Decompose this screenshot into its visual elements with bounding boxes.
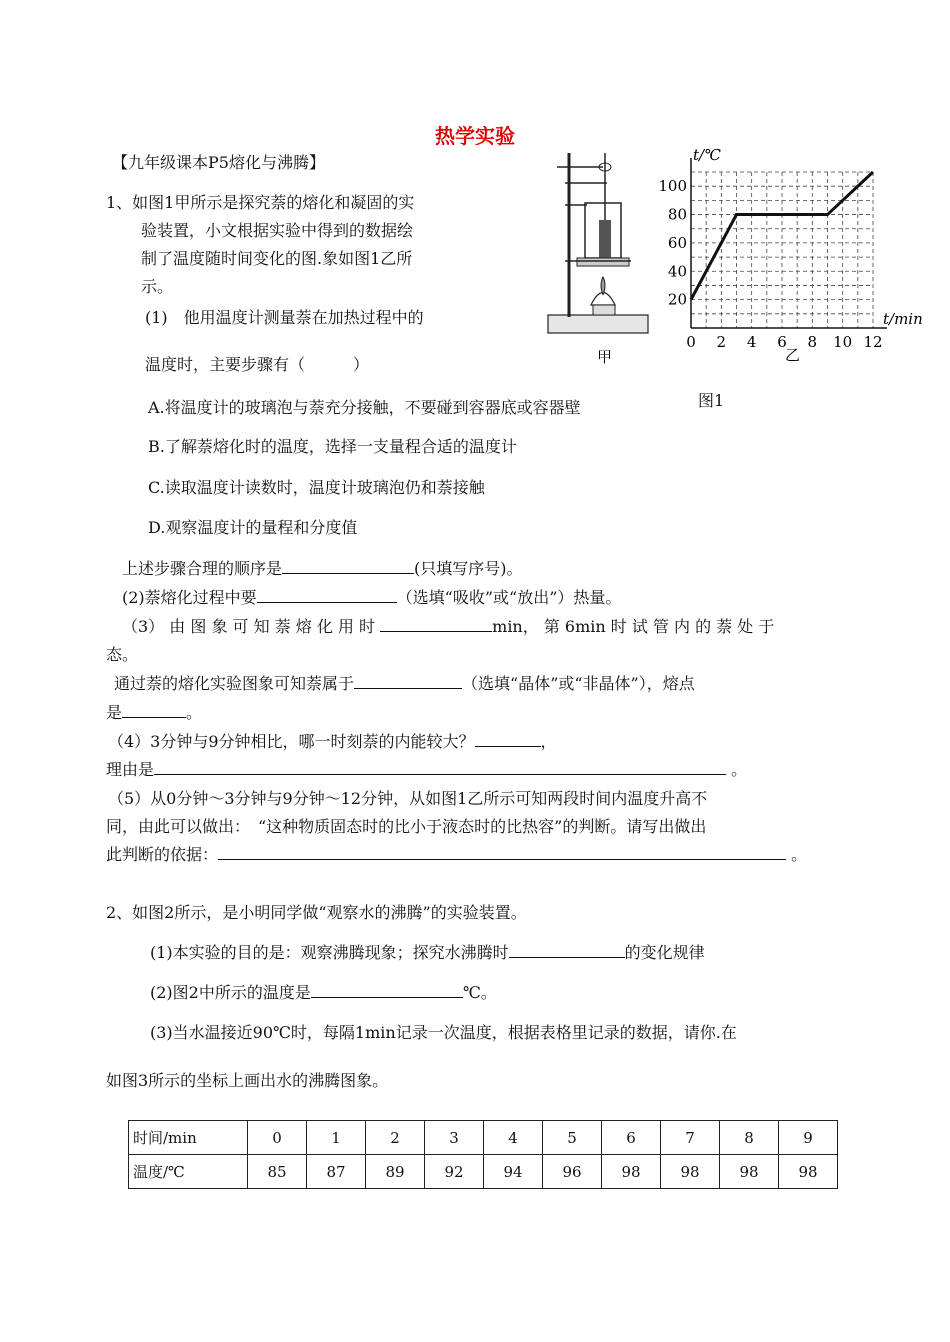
figure1-yi-label: 乙: [785, 346, 801, 364]
q1-part2-line: (2)萘熔化过程中要 （选填“吸收”或“放出”）热量。: [122, 588, 622, 607]
y-axis-label: t/℃: [693, 146, 721, 164]
section-heading: 【九年级课本P5熔化与沸腾】: [112, 153, 325, 172]
x-tick-label: 4: [746, 333, 757, 351]
table-cell: 85: [248, 1155, 307, 1189]
table-cell: 94: [484, 1155, 543, 1189]
q2-part3-line1: (3)当水温接近90℃时，每隔1min记录一次温度，根据表格里记录的数据，请你.在: [150, 1023, 737, 1042]
table-cell: 98: [720, 1155, 779, 1189]
q1-intro-line3: 制了温度随时间变化的图.象如图1乙所: [141, 249, 413, 268]
option-d: D.观察温度计的量程和分度值: [148, 518, 358, 537]
table-cell: 3: [425, 1121, 484, 1155]
option-a: A.将温度计的玻璃泡与萘充分接触，不要碰到容器底或容器壁: [148, 398, 581, 417]
q1-part1-line1: (1) 他用温度计测量萘在加热过程中的: [145, 308, 424, 327]
q1-part5-line2: 同，由此可以做出： “这种物质固态时的比小于液态时的比热容”的判断。请写出做出: [106, 817, 707, 836]
q1-intro-line4: 示。: [141, 277, 174, 296]
q1-part4-line2: 理由是 。: [106, 760, 748, 779]
table-cell: 89: [366, 1155, 425, 1189]
y-tick-label: 20: [667, 290, 687, 309]
table-row-temperature: [129, 1155, 838, 1189]
q1-part3b-line: 通过萘的熔化实验图象可知萘属于 （选填“晶体”或“非晶体”），熔点: [114, 674, 695, 693]
table-cell: 0: [248, 1121, 307, 1155]
q2-part2-line: (2)图2中所示的温度是 ℃。: [150, 983, 497, 1002]
q1-intro-line2: 验装置，小文根据实验中得到的数据绘: [141, 221, 414, 240]
q1-part5-line1: （5）从0分钟～3分钟与9分钟～12分钟，从如图1乙所示可知两段时间内温度升高不: [108, 789, 708, 808]
table-cell: 1: [307, 1121, 366, 1155]
part2-blank[interactable]: [257, 588, 397, 603]
data-table: [128, 1120, 838, 1189]
temperature-time-chart: [655, 140, 925, 370]
figure1-jia-label: 甲: [597, 348, 613, 366]
y-tick-label: 100: [658, 177, 687, 196]
q2-part3-line2: 如图3所示的坐标上画出水的沸腾图象。: [106, 1071, 389, 1090]
table-cell: 7: [661, 1121, 720, 1155]
q2-part2-blank[interactable]: [311, 983, 463, 998]
table-row-time: [129, 1121, 838, 1155]
q2-intro: 2、如图2所示，是小明同学做“观察水的沸腾”的实验装置。: [106, 903, 527, 922]
table-cell: 4: [484, 1121, 543, 1155]
crystal-blank[interactable]: [354, 674, 462, 689]
q1-part3b-line2: 是 。: [106, 703, 203, 722]
part4-blank[interactable]: [475, 732, 541, 747]
x-tick-label: 0: [686, 333, 696, 351]
x-tick-label: 6: [777, 333, 787, 351]
table-cell: 98: [661, 1155, 720, 1189]
q1-part3-line: （3） 由 图 象 可 知 萘 熔 化 用 时 min， 第 6min 时 试 管 内 的 萘 处 于: [122, 617, 775, 636]
table-cell: 2: [366, 1121, 425, 1155]
order-blank[interactable]: [282, 559, 414, 574]
table-cell: 9: [779, 1121, 838, 1155]
basis-blank[interactable]: [218, 845, 786, 860]
table-cell: 5: [543, 1121, 602, 1155]
figure1-caption: 图1: [698, 391, 725, 410]
x-tick-label: 10: [833, 333, 853, 351]
q1-intro-line1: 1、如图1甲所示是探究萘的熔化和凝固的实: [106, 193, 415, 212]
x-tick-label: 12: [863, 333, 883, 351]
y-tick-label: 60: [667, 233, 687, 252]
option-c: C.读取温度计读数时，温度计玻璃泡仍和萘接触: [148, 478, 485, 497]
table-cell: 87: [307, 1155, 366, 1189]
x-tick-label: 8: [807, 333, 818, 351]
q2-part1-line: (1)本实验的目的是：观察沸腾现象；探究水沸腾时 的变化规律: [150, 943, 705, 962]
q1-part5-line3: 此判断的依据： 。: [106, 845, 808, 864]
table-row-header: 温度/℃: [129, 1155, 248, 1189]
y-tick-label: 80: [667, 205, 687, 224]
page-title: 热学实验: [435, 124, 515, 148]
table-cell: 98: [602, 1155, 661, 1189]
table-cell: 96: [543, 1155, 602, 1189]
reason-blank[interactable]: [154, 760, 726, 775]
x-tick-label: 2: [716, 333, 727, 351]
q2-part1-blank[interactable]: [509, 943, 625, 958]
table-cell: 98: [779, 1155, 838, 1189]
option-b: B.了解萘熔化时的温度，选择一支量程合适的温度计: [148, 437, 517, 456]
x-axis-label: t/min: [883, 310, 923, 328]
y-tick-label: 40: [667, 262, 687, 281]
q1-part3-line2: 态。: [106, 645, 139, 664]
table-row-header: 时间/min: [129, 1121, 248, 1155]
table-cell: 92: [425, 1155, 484, 1189]
q1-part4-line: （4）3分钟与9分钟相比，哪一时刻萘的内能较大？ ，: [108, 732, 557, 751]
melting-point-blank[interactable]: [122, 703, 186, 718]
table-cell: 6: [602, 1121, 661, 1155]
table-cell: 8: [720, 1121, 779, 1155]
q1-order-line: 上述步骤合理的顺序是 (只填写序号)。: [122, 559, 523, 578]
part3-time-blank[interactable]: [380, 617, 492, 632]
apparatus-figure: [545, 145, 655, 370]
q1-part1-line2: 温度时，主要步骤有（ ）: [145, 355, 370, 374]
